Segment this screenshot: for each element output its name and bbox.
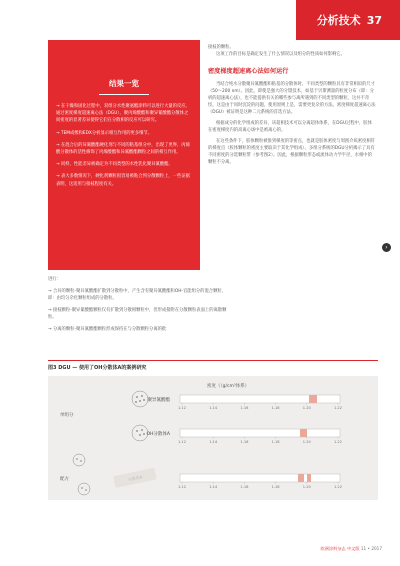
section-title: 分析技术	[316, 14, 361, 27]
particle-icon	[132, 391, 148, 407]
tick-label: 1.20	[302, 485, 311, 489]
summary-item: → TEM成像和EDX分析显示相互作用的更多细节。	[56, 130, 153, 136]
issue-label: 11 • 2017	[360, 546, 382, 551]
tick-labels-row-2	[178, 437, 342, 444]
figure	[48, 376, 378, 500]
journal-name: 欧洲涂料杂志	[320, 546, 346, 551]
tick-label: 1.22	[333, 406, 343, 410]
band-polyisocyanate	[309, 395, 317, 403]
tick-label: 1.12	[177, 406, 187, 410]
paragraph: 根据成分的化学组成的差异，该超相技术可以分离超体体系，在DGU过程中，胶体在密度梯度内的高离心场中是被离心的。	[208, 121, 372, 133]
summary-divider	[99, 94, 149, 95]
figure-diagram	[48, 376, 378, 500]
series-label-polyisocyanate: 聚异氰酸酯	[147, 398, 170, 403]
right-column	[208, 44, 376, 166]
paragraph: 进行：	[48, 277, 61, 282]
summary-item: → 在混合后的异氰酸酯硬化剂与不同的粘基组分中，出现了更界，丙烯酸分散体的活性修饰了丙烯酸酯和异氰酸酯颗粒之间的相互作用。	[56, 142, 190, 156]
tick-label: 1.22	[333, 485, 343, 489]
density-tube-oh-dispersion	[180, 429, 340, 437]
tick-label: 1.14	[209, 440, 218, 444]
tick-label: 1.16	[240, 440, 249, 444]
tick-label: 1.14	[209, 406, 218, 410]
row-label-single: 单组分	[60, 413, 74, 418]
tick-label: 1.12	[177, 485, 187, 489]
tick-label: 1.16	[240, 485, 249, 489]
band-formulation-1	[298, 474, 304, 482]
summary-item: → 同样，性能差异被确定为不同类型的水性乳化聚异氰酸酯。	[56, 162, 173, 168]
tick-label: 1.12	[177, 440, 187, 444]
row-label-formulation: 配方	[60, 477, 69, 482]
bullet-item: → 分离的颗粒-聚异氰酸酯颗粒形成保持在与分散颗粒分离的批	[48, 327, 167, 332]
paragraph: 当结合纯水分散聚异氰酸酯和粘基的分散体时，不同类型的颗粒具有非常相似的尺寸（50～200 nm）。因此，即使是强大的分馏技术，如基于贝斯测量的粒度分布（即：分析的超速离心法），也不能提供有关的哪些参与离所遇到的不同类型的颗粒，这并不奇怪。这是由于同时沉淀的问题，使用原则上是，需要更复杂的方法。密度梯度超速离心法（DGU）被证明是这种二元系统的首选方法。	[208, 82, 376, 115]
figure-divider	[48, 360, 378, 361]
particle-icon	[73, 454, 85, 466]
series-label-oh-dispersion: OH分散体A	[146, 432, 170, 437]
paragraph: 在这些条件下，胶体颗粒被推到梯度的等密点，也就是胶体密度与周围介质密度相符的梯度点（胶体颗粒的密度主要取决于其化学组成）。多组分系统的DGU分析揭示了具有不同密度的分选颗粒带（参考图2）。因此，根据颗粒形态或流体动力学半径，水相中的颗粒不分离。	[208, 139, 375, 165]
tick-labels-row-1	[178, 403, 342, 410]
bullet-item: → 合异的颗粒-聚异氰酸酯扩散到分散粒中，产生含有聚异氰酸酯和OH-官能组分的混合颗粒，即：由均匀杂化颗粒组成的分散粒。	[48, 289, 226, 301]
paragraph: 这项工作的目标是确定发生了什么情况以及组分的性质如何影响它。	[216, 52, 345, 57]
figure-caption: 图3 DGU — 使用了OH分散体A的案例研究	[48, 365, 147, 371]
tick-label: 1.18	[271, 440, 280, 444]
page-footer	[320, 546, 382, 552]
particle-icon	[78, 483, 90, 495]
tick-label: 1.16	[240, 406, 249, 410]
band-oh-dispersion	[300, 429, 307, 437]
tick-labels-row-3	[178, 482, 342, 489]
summary-title: 结果一览	[109, 79, 139, 88]
axis-title: 密度（（g/cm³体系）	[206, 384, 250, 389]
tick-label: 1.14	[209, 485, 218, 489]
summary-item: → 在干燥和固化过程中，双组分水性聚氨酯涂料可以进行大量的反应。通过密度梯度超速离心法（DGU），聚丙烯酸酯和聚异氰酸酯分散体之间密度的显著差异使得它们在分散相的反应可以研究。	[56, 104, 190, 124]
edition-label: 中文版	[346, 546, 360, 551]
paragraph: 接枝的颗粒。	[208, 45, 234, 50]
page-number: 37	[366, 14, 382, 27]
header-text	[317, 12, 382, 28]
tick-label: 1.18	[271, 485, 280, 489]
summary-box	[48, 40, 200, 270]
summary-item: → 表大多数情况下，硬化剂颗粒很容易被粘合到分散颗粒上，一些证据表明，这适用与接枝程度有关。	[56, 174, 190, 187]
tick-label: 1.18	[271, 406, 280, 410]
tick-label: 1.20	[302, 406, 311, 410]
continue-arrow-icon: ›	[382, 243, 391, 252]
page-header	[0, 0, 400, 40]
tick-label: 1.20	[302, 440, 311, 444]
section-heading: 密度梯度超速离心法如何运行	[208, 68, 289, 75]
lower-left-text	[48, 276, 228, 338]
band-formulation-2	[307, 474, 311, 482]
tick-label: 1.22	[333, 440, 343, 444]
density-tube-formulation	[180, 474, 340, 482]
watermark-text: 分散体A	[127, 474, 143, 483]
bullet-item: → 接枝颗粒-聚异氰酸酯颗粒仅有扩散到分散相颗粒中，但形成接附在分散颗粒表面上的离散颗粒。	[48, 308, 227, 320]
